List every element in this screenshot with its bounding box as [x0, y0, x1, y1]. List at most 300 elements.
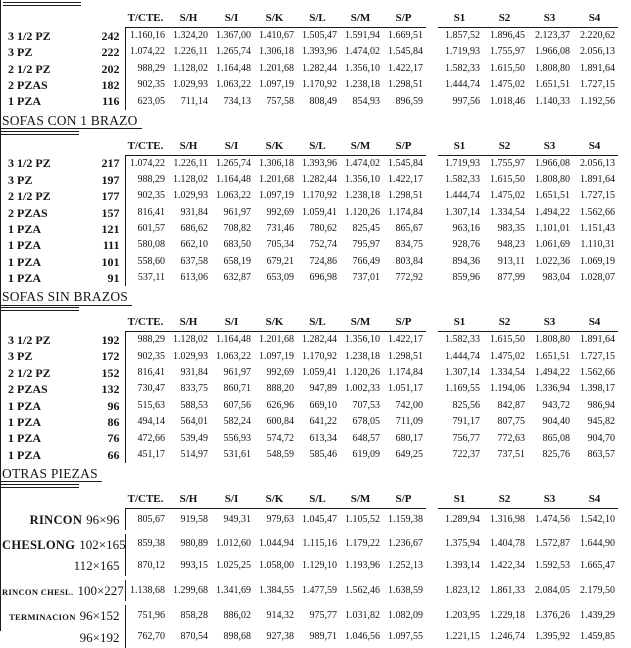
row-label: 1 PZA [8, 254, 41, 269]
row-units: 116 [102, 94, 120, 109]
column-header: S/I [211, 8, 254, 28]
piece-label [1, 534, 125, 555]
price-cell: 653,09 [266, 272, 294, 284]
price-cell: 1.045,47 [302, 513, 337, 525]
column-header: S/K [254, 489, 297, 509]
column-group-gap [426, 398, 438, 414]
column-header: S4 [573, 8, 618, 28]
column-header: S4 [573, 489, 618, 509]
price-cell: 558,60 [125, 254, 168, 270]
price-cell: 1.238,18 [345, 350, 380, 362]
price-cell: 2.084,05 [535, 584, 570, 596]
price-cell: 1.203,95 [445, 610, 480, 622]
row-units: 66 [107, 447, 120, 462]
column-group-gap [426, 555, 438, 576]
price-row [1, 77, 618, 93]
price-cell: 1.174,84 [388, 206, 423, 218]
column-header: S/I [211, 489, 254, 509]
price-cell: 1.174,84 [388, 367, 423, 379]
column-group-gap [426, 136, 438, 156]
price-cell: 993,15 [180, 559, 208, 571]
price-cell: 877,99 [497, 272, 525, 284]
column-header: S/M [340, 8, 383, 28]
price-table [1, 136, 618, 287]
price-cell: 913,11 [497, 255, 525, 267]
row-units: 217 [101, 156, 120, 171]
price-cell: 988,29 [125, 61, 168, 77]
piece-label [1, 605, 125, 626]
piece-size: 112×165 [73, 558, 120, 574]
price-cell: 1.808,80 [535, 62, 570, 74]
column-header: S1 [438, 312, 483, 332]
price-cell: 1.226,11 [173, 157, 208, 169]
price-cell: 1.444,74 [445, 79, 480, 91]
price-row [1, 381, 618, 397]
column-header: S/K [254, 8, 297, 28]
price-cell: 1.164,48 [216, 62, 251, 74]
column-header: S/M [340, 136, 383, 156]
column-header: S4 [573, 136, 618, 156]
price-row [1, 61, 618, 77]
column-group-gap [426, 61, 438, 77]
header-spacer [1, 312, 125, 332]
column-group-gap [426, 28, 438, 45]
price-cell: 1.012,60 [216, 538, 251, 550]
price-table [1, 8, 618, 110]
price-cell: 1.022,36 [535, 255, 570, 267]
price-cell: 623,05 [125, 93, 168, 109]
price-cell: 556,93 [223, 432, 251, 444]
price-cell: 1.298,51 [388, 79, 423, 91]
piece-label [1, 627, 125, 648]
price-row [1, 93, 618, 109]
price-cell: 1.341,69 [216, 584, 251, 596]
price-cell: 1.025,25 [216, 559, 251, 571]
price-cell: 1.238,18 [345, 190, 380, 202]
price-cell: 927,38 [266, 631, 294, 643]
price-cell: 1.170,92 [302, 79, 337, 91]
piece-size: 96×96 [86, 511, 120, 527]
price-cell: 1.128,02 [173, 334, 208, 346]
price-cell: 588,53 [180, 399, 208, 411]
price-cell: 649,25 [395, 448, 423, 460]
price-cell: 1.063,22 [216, 79, 251, 91]
piece-name: RINCON [29, 512, 83, 527]
price-cell: 1.221,15 [445, 631, 480, 643]
price-cell: 859,38 [125, 534, 168, 555]
price-cell: 816,41 [125, 365, 168, 381]
price-cell: 564,01 [180, 416, 208, 428]
column-group-gap [426, 44, 438, 60]
price-cell: 1.128,02 [173, 62, 208, 74]
column-header: S2 [483, 8, 528, 28]
column-header: T/CTE. [125, 312, 168, 332]
column-header: S/M [340, 312, 383, 332]
price-cell: 1.097,19 [259, 190, 294, 202]
price-row [1, 254, 618, 270]
price-cell: 548,59 [266, 448, 294, 460]
column-group-gap [426, 188, 438, 204]
price-cell: 888,20 [266, 383, 294, 395]
price-cell: 1.059,41 [302, 206, 337, 218]
row-label: 3 PZ [8, 172, 33, 187]
price-cell: 1.572,87 [535, 538, 570, 550]
row-units: 121 [101, 221, 120, 236]
header-spacer [1, 136, 125, 156]
column-header: T/CTE. [125, 489, 168, 509]
row-label: 1 PZA [8, 221, 41, 236]
price-cell: 1.097,55 [388, 631, 423, 643]
column-header: S/I [211, 136, 254, 156]
price-cell: 854,93 [352, 95, 380, 107]
price-cell: 1.265,74 [216, 46, 251, 58]
price-cell: 1.727,15 [580, 79, 615, 91]
column-header: S4 [573, 312, 618, 332]
price-cell: 1.644,90 [580, 538, 615, 550]
price-cell: 1.651,51 [535, 190, 570, 202]
price-cell: 894,36 [452, 255, 480, 267]
price-cell: 1.282,44 [302, 62, 337, 74]
row-label: 1 PZA [8, 271, 41, 286]
price-cell: 863,57 [587, 448, 615, 460]
price-cell: 1.582,33 [445, 62, 480, 74]
column-header: S/H [168, 312, 211, 332]
column-header: T/CTE. [125, 136, 168, 156]
piece-size: 96×152 [79, 608, 120, 624]
price-cell: 896,59 [395, 95, 423, 107]
column-header: S2 [483, 312, 528, 332]
row-units: 192 [101, 333, 120, 347]
price-cell: 1.115,16 [302, 538, 337, 550]
price-cell: 1.282,44 [302, 334, 337, 346]
price-cell: 1.966,08 [535, 157, 570, 169]
price-cell: 1.719,93 [445, 46, 480, 58]
price-cell: 607,56 [223, 399, 251, 411]
price-cell: 1.615,50 [490, 62, 525, 74]
column-group-gap [426, 155, 438, 172]
price-cell: 1.160,16 [125, 28, 168, 45]
row-units: 182 [101, 77, 120, 92]
row-units: 86 [107, 415, 120, 430]
price-cell: 2.220,62 [580, 30, 615, 42]
price-cell: 1.201,68 [259, 334, 294, 346]
piece-name: RINCON CHESL. [2, 587, 74, 598]
price-row [1, 188, 618, 204]
price-cell: 791,17 [452, 416, 480, 428]
price-cell: 1.194,06 [490, 383, 525, 395]
column-header: S2 [483, 136, 528, 156]
price-cell: 752,74 [309, 239, 337, 251]
row-label: 3 PZ [8, 349, 33, 364]
price-cell: 1.444,74 [445, 190, 480, 202]
price-cell: 580,08 [125, 237, 168, 253]
price-cell: 961,97 [223, 367, 251, 379]
header-spacer [1, 8, 125, 28]
price-cell: 1.808,80 [535, 334, 570, 346]
price-cell: 808,49 [309, 95, 337, 107]
price-cell: 902,35 [125, 188, 168, 204]
price-row [1, 398, 618, 414]
price-cell: 825,56 [452, 399, 480, 411]
column-header: S/L [297, 312, 340, 332]
price-cell: 1.719,93 [445, 157, 480, 169]
price-cell: 766,49 [352, 255, 380, 267]
price-cell: 902,35 [125, 77, 168, 93]
price-cell: 865,67 [395, 223, 423, 235]
column-header: S3 [528, 136, 573, 156]
price-cell: 1.475,02 [490, 79, 525, 91]
price-cell: 992,69 [266, 367, 294, 379]
price-cell: 1.475,02 [490, 350, 525, 362]
column-header: S3 [528, 8, 573, 28]
price-cell: 1.201,68 [259, 173, 294, 185]
row-label: 2 PZAS [8, 205, 48, 220]
column-group-gap [426, 270, 438, 286]
price-cell: 865,08 [542, 432, 570, 444]
column-group-gap [426, 580, 438, 601]
price-cell: 678,05 [352, 416, 380, 428]
price-row [1, 270, 618, 286]
price-cell: 626,96 [266, 399, 294, 411]
section-title: SOFAS SIN BRAZOS [1, 290, 132, 305]
price-cell: 1.316,98 [490, 513, 525, 525]
row-label: 3 1/2 PZ [8, 28, 51, 43]
price-cell: 1.404,78 [490, 538, 525, 550]
column-header: S/H [168, 8, 211, 28]
price-cell: 870,54 [180, 631, 208, 643]
price-cell: 1.069,19 [580, 255, 615, 267]
price-cell: 613,34 [309, 432, 337, 444]
price-cell: 1.306,18 [259, 157, 294, 169]
column-header: S/P [383, 8, 426, 28]
row-units: 197 [101, 172, 120, 187]
column-group-gap [426, 381, 438, 397]
column-group-gap [426, 205, 438, 221]
price-cell: 1.444,74 [445, 350, 480, 362]
price-cell: 669,10 [309, 399, 337, 411]
price-cell: 613,06 [180, 272, 208, 284]
price-row [1, 430, 618, 446]
piece-size: 96×192 [79, 629, 120, 645]
price-cell: 1.398,17 [580, 383, 615, 395]
column-header: S/L [297, 8, 340, 28]
row-label: 3 PZ [8, 45, 33, 60]
column-group-gap [426, 77, 438, 93]
price-cell: 1.029,93 [173, 190, 208, 202]
price-cell: 983,35 [497, 223, 525, 235]
price-cell: 1.324,20 [173, 30, 208, 42]
price-row [1, 605, 618, 626]
column-header: S/H [168, 136, 211, 156]
price-cell: 632,87 [223, 272, 251, 284]
column-group-gap [426, 430, 438, 446]
price-cell: 1.494,22 [535, 367, 570, 379]
row-units: 222 [101, 45, 120, 60]
price-cell: 902,35 [125, 348, 168, 364]
price-cell: 1.336,94 [535, 383, 570, 395]
section-title-block [1, 113, 631, 135]
price-cell: 1.298,51 [388, 190, 423, 202]
column-group-gap [426, 534, 438, 555]
price-cell: 696,98 [309, 272, 337, 284]
price-cell: 742,00 [395, 399, 423, 411]
price-cell: 1.410,67 [259, 30, 294, 42]
price-cell: 514,97 [180, 448, 208, 460]
price-cell: 2.179,50 [580, 584, 615, 596]
row-units: 172 [101, 349, 120, 364]
column-header: S/L [297, 136, 340, 156]
price-cell: 1.334,54 [490, 367, 525, 379]
price-cell: 1.475,02 [490, 190, 525, 202]
price-cell: 1.505,47 [302, 30, 337, 42]
price-cell: 1.592,53 [535, 559, 570, 571]
piece-label [1, 580, 125, 601]
price-cell: 1.298,51 [388, 350, 423, 362]
price-cell: 772,92 [395, 272, 423, 284]
price-cell: 1.755,97 [490, 157, 525, 169]
column-group-gap [426, 8, 438, 28]
price-cell: 1.891,64 [580, 334, 615, 346]
double-rule [1, 307, 79, 311]
header-spacer [1, 489, 125, 509]
price-cell: 1.477,59 [302, 584, 337, 596]
price-cell: 1.891,64 [580, 173, 615, 185]
price-cell: 1.169,55 [445, 383, 480, 395]
price-cell: 730,47 [125, 381, 168, 397]
price-cell: 658,19 [223, 255, 251, 267]
price-cell: 945,82 [587, 416, 615, 428]
price-cell: 949,31 [223, 513, 251, 525]
price-cell: 904,40 [542, 416, 570, 428]
price-cell: 997,56 [452, 95, 480, 107]
price-row [1, 44, 618, 60]
row-label: 1 PZA [8, 431, 41, 446]
price-cell: 637,58 [180, 255, 208, 267]
price-cell: 931,84 [180, 367, 208, 379]
price-cell: 2.123,37 [535, 30, 570, 42]
price-table [1, 489, 618, 648]
price-row [1, 580, 618, 601]
price-cell: 807,75 [497, 416, 525, 428]
price-row [1, 332, 618, 349]
column-group-gap [426, 489, 438, 509]
price-cell: 1.459,85 [580, 631, 615, 643]
price-cell: 1.582,33 [445, 334, 480, 346]
price-cell: 1.615,50 [490, 173, 525, 185]
price-cell: 539,49 [180, 432, 208, 444]
price-cell: 983,04 [542, 272, 570, 284]
header-row [1, 8, 618, 28]
price-cell: 1.002,33 [345, 383, 380, 395]
price-cell: 1.891,64 [580, 62, 615, 74]
price-cell: 772,63 [497, 432, 525, 444]
price-cell: 1.101,01 [535, 223, 570, 235]
price-cell: 1.046,56 [345, 631, 380, 643]
price-cell: 1.097,19 [259, 350, 294, 362]
price-cell: 683,50 [223, 239, 251, 251]
price-cell: 2.056,13 [580, 46, 615, 58]
column-group-gap [426, 237, 438, 253]
section-title: SOFAS CON 1 BRAZO [1, 114, 142, 129]
price-cell: 1.151,43 [580, 223, 615, 235]
price-cell: 619,09 [352, 448, 380, 460]
price-cell: 914,32 [266, 610, 294, 622]
price-cell: 1.545,84 [388, 46, 423, 58]
price-cell: 734,13 [223, 95, 251, 107]
price-cell: 756,77 [452, 432, 480, 444]
column-header: T/CTE. [125, 8, 168, 28]
price-cell: 707,53 [352, 399, 380, 411]
price-cell: 737,51 [497, 448, 525, 460]
row-units: 177 [101, 189, 120, 204]
price-cell: 943,72 [542, 399, 570, 411]
column-header: S/K [254, 136, 297, 156]
price-cell: 1.823,12 [445, 584, 480, 596]
row-units: 202 [101, 61, 120, 76]
price-cell: 662,10 [180, 239, 208, 251]
price-cell: 537,11 [125, 270, 168, 286]
price-cell: 601,57 [125, 221, 168, 237]
price-cell: 989,71 [309, 631, 337, 643]
price-cell: 1.179,22 [345, 538, 380, 550]
column-group-gap [426, 605, 438, 626]
price-cell: 1.238,18 [345, 79, 380, 91]
header-row [1, 489, 618, 509]
price-cell: 757,58 [266, 95, 294, 107]
price-cell: 2.056,13 [580, 157, 615, 169]
price-cell: 1.808,80 [535, 173, 570, 185]
price-cell: 686,62 [180, 223, 208, 235]
price-cell: 833,75 [180, 383, 208, 395]
price-cell: 1.097,19 [259, 79, 294, 91]
price-cell: 472,66 [125, 430, 168, 446]
row-label: 1 PZA [8, 447, 41, 462]
column-group-gap [426, 447, 438, 463]
row-label: 3 1/2 PZ [8, 156, 51, 171]
column-header: S/I [211, 312, 254, 332]
price-cell: 816,41 [125, 205, 168, 221]
piece-name: TERMINACION [9, 612, 76, 623]
price-cell: 919,58 [180, 513, 208, 525]
piece-label [1, 555, 125, 576]
price-cell: 1.192,56 [580, 95, 615, 107]
column-group-gap [426, 93, 438, 109]
price-cell: 1.651,51 [535, 79, 570, 91]
price-cell: 711,09 [395, 416, 423, 428]
price-cell: 1.665,47 [580, 559, 615, 571]
price-cell: 1.393,96 [302, 46, 337, 58]
price-row [1, 28, 618, 45]
price-cell: 898,68 [223, 631, 251, 643]
price-cell: 842,87 [497, 399, 525, 411]
row-units: 96 [107, 398, 120, 413]
price-cell: 825,45 [352, 223, 380, 235]
price-cell: 928,76 [452, 239, 480, 251]
sections-container [1, 8, 631, 648]
price-cell: 1.755,97 [490, 46, 525, 58]
price-cell: 1.375,94 [445, 538, 480, 550]
price-cell: 585,46 [309, 448, 337, 460]
price-cell: 1.306,18 [259, 46, 294, 58]
column-group-gap [426, 509, 438, 530]
price-cell: 1.063,22 [216, 190, 251, 202]
price-cell: 1.307,14 [445, 206, 480, 218]
price-cell: 795,97 [352, 239, 380, 251]
price-cell: 705,34 [266, 239, 294, 251]
price-cell: 1.229,18 [490, 610, 525, 622]
price-cell: 1.896,45 [490, 30, 525, 42]
column-header: S3 [528, 489, 573, 509]
